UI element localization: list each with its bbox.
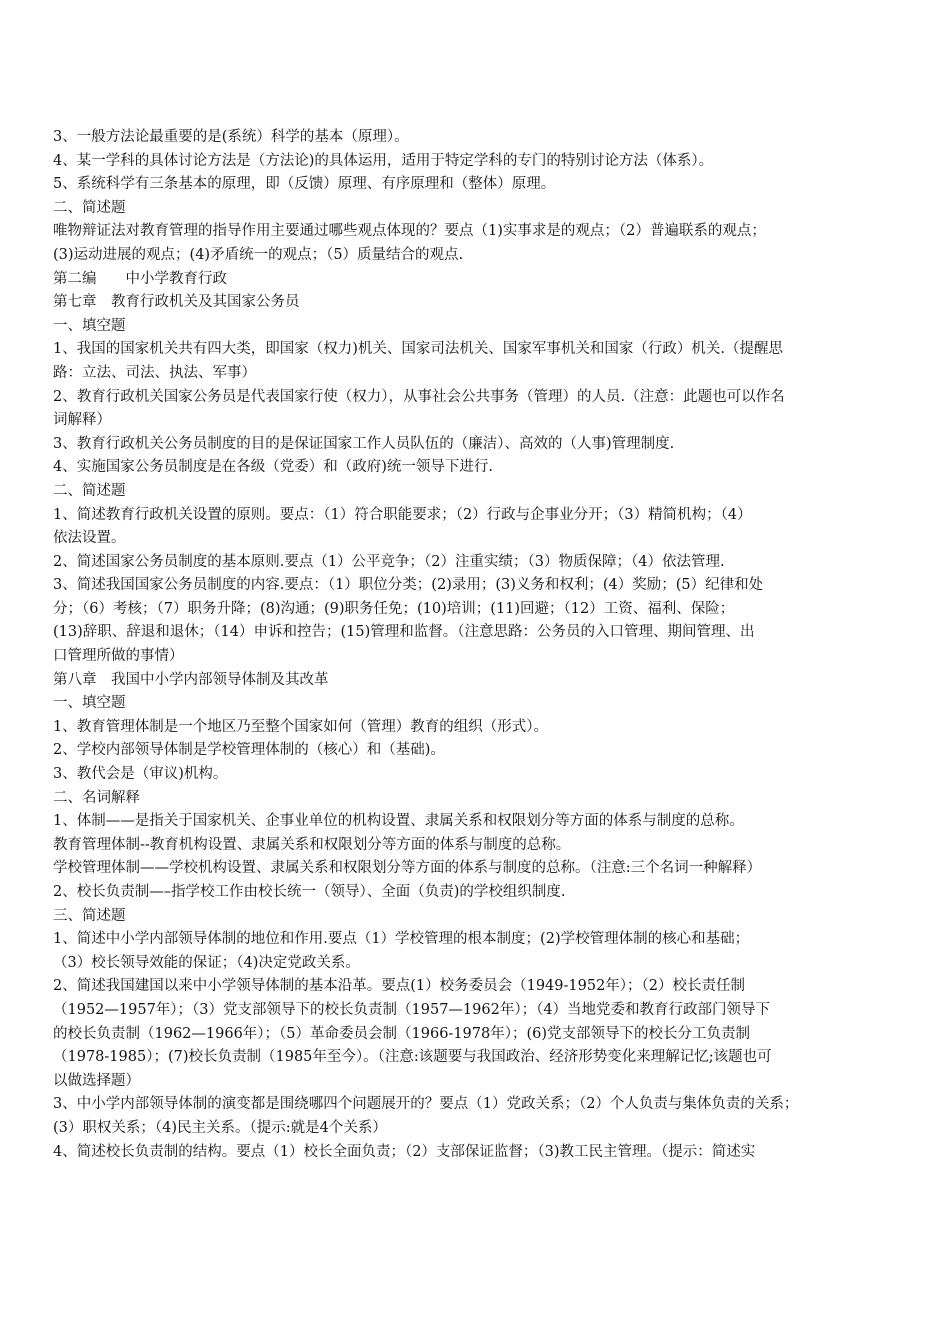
- text-line: 1、体制——是指关于国家机关、企事业单位的机构设置、隶属关系和权限划分等方面的体系与制度的总称。: [53, 813, 744, 830]
- text-line: 3、简述我国国家公务员制度的内容.要点：（1）职位分类；(2)录用；(3)义务和权利；(4）奖励；(5）纪律和处: [53, 577, 764, 594]
- text-line: 依法设置。: [53, 530, 126, 547]
- text-line: 路：立法、司法、执法、军事）: [53, 364, 256, 381]
- chapter-heading: 第八章 我国中小学内部领导体制及其改革: [53, 671, 329, 688]
- text-line: 1、我国的国家机关共有四大类，即国家（权力)机关、国家司法机关、国家军事机关和国家（行政）机关.（提醒思: [53, 341, 783, 358]
- text-line: 4、实施国家公务员制度是在各级（党委）和（政府)统一领导下进行.: [53, 459, 493, 476]
- text-line: 3、一般方法论最重要的是(系统）科学的基本（原理）。: [53, 129, 409, 145]
- text-line: 2、简述国家公务员制度的基本原则.要点（1）公平竞争；（2）注重实绩；（3）物质保障；（4）依法管理.: [53, 553, 725, 570]
- text-line: 分；（6）考核；（7）职务升降；(8)沟通；(9)职务任免；(10)培训；(11)回避；（12）工资、福利、保险；: [53, 600, 735, 617]
- text-line: 2、简述我国建国以来中小学领导体制的基本沿革。要点(1）校务委员会（1949-1952年）；（2）校长责任制: [53, 978, 746, 995]
- text-line: 学校管理体制——学校机构设置、隶属关系和权限划分等方面的体系与制度的总称。（注意:三个名词一种解释）: [53, 860, 762, 877]
- text-line: 教育管理体制--教育机构设置、隶属关系和权限划分等方面的体系与制度的总称。: [53, 836, 571, 853]
- text-line: 3、中小学内部领导体制的演变都是围绕哪四个问题展开的？要点（1）党政关系；（2）个人负责与集体负责的关系；: [53, 1096, 799, 1113]
- chapter-heading: 第七章 教育行政机关及其国家公务员: [53, 294, 300, 311]
- section-heading: 一、填空题: [53, 317, 126, 334]
- section-heading: 一、填空题: [53, 695, 126, 712]
- text-line: 1、简述教育行政机关设置的原则。要点：（1）符合职能要求；（2）行政与企事业分开；（3）精简机构；（4）: [53, 506, 752, 523]
- text-line: (13)辞职、辞退和退休；（14）申诉和控告；(15)管理和监督。（注意思路：公务员的入口管理、期间管理、出: [53, 624, 755, 641]
- text-line: (3)运动进展的观点；(4)矛盾统一的观点；（5）质量结合的观点.: [53, 246, 464, 263]
- part-heading: 第二编 中小学教育行政: [53, 270, 227, 287]
- section-heading: 二、简述题: [53, 482, 126, 499]
- text-line: 1、教育管理体制是一个地区乃至整个国家如何（管理）教育的组织（形式）。: [53, 718, 548, 735]
- document-page: [53, 126, 903, 1164]
- text-line: （1952—1957年）；（3）党支部领导下的校长负责制（1957—1962年）；（4）当地党委和教育行政部门领导下: [53, 1001, 771, 1018]
- text-line: （1978-1985）；(7)校长负责制（1985年至今）。（注意:该题要与我国政治、经济形势变化来理解记忆;该题也可: [53, 1049, 772, 1066]
- text-line: 4、某一学科的具体讨论方法是（方法论)的具体运用，适用于特定学科的专门的特别讨论方法（体系）。: [53, 152, 714, 169]
- text-line: 的校长负责制（1962—1966年）；（5）革命委员会制（1966-1978年）；(6)党支部领导下的校长分工负责制: [53, 1025, 751, 1042]
- section-heading: 二、名词解释: [53, 789, 140, 806]
- text-line: （3）校长领导效能的保证；（4)决定党政关系。: [53, 954, 360, 971]
- text-line: 词解释）: [53, 412, 111, 429]
- text-line: 3、教育行政机关公务员制度的目的是保证国家工作人员队伍的（廉洁）、高效的（人事)管理制度.: [53, 435, 675, 452]
- text-line: 5、系统科学有三条基本的原理，即（反馈）原理、有序原理和（整体）原理。: [53, 176, 556, 193]
- text-line: 唯物辩证法对教育管理的指导作用主要通过哪些观点体现的？要点（1)实事求是的观点；（2）普遍联系的观点；: [53, 223, 766, 240]
- text-line: (3）职权关系；（4)民主关系。（提示:就是4个关系）: [53, 1119, 387, 1136]
- text-line: 以做选择题）: [53, 1072, 140, 1089]
- text-line: 1、简述中小学内部领导体制的地位和作用.要点（1）学校管理的根本制度；(2)学校管理体制的核心和基础；: [53, 931, 750, 948]
- text-line: 2、教育行政机关国家公务员是代表国家行使（权力），从事社会公共事务（管理）的人员.（注意：此题也可以作名: [53, 388, 785, 405]
- text-line: 口管理所做的事情）: [53, 648, 184, 665]
- text-line: 4、简述校长负责制的结构。要点（1）校长全面负责；（2）支部保证监督；（3)教工民主管理。（提示：简述实: [53, 1143, 756, 1160]
- section-heading: 二、简述题: [53, 199, 126, 216]
- text-line: 2、学校内部领导体制是学校管理体制的（核心）和（基础)。: [53, 742, 445, 759]
- section-heading: 三、简述题: [53, 907, 126, 924]
- text-line: 2、校长负责制—–指学校工作由校长统一（领导）、全面（负责)的学校组织制度.: [53, 884, 566, 900]
- text-line: 3、教代会是（审议)机构。: [53, 766, 228, 783]
